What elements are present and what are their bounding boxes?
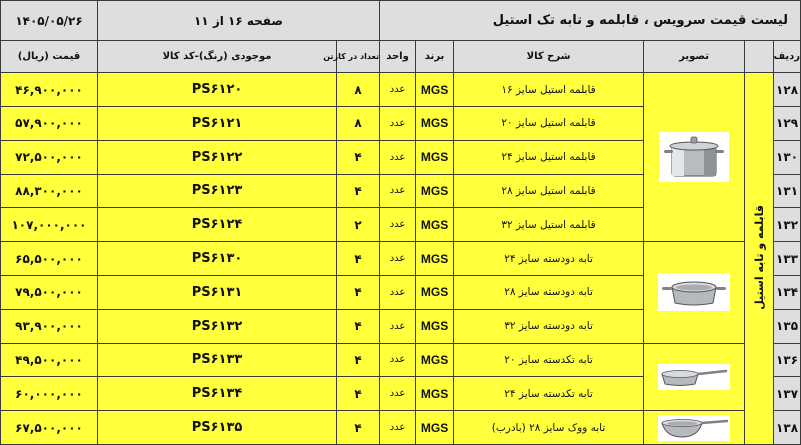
document-title: لیست قیمت سرویس ، قابلمه و تابه تک استیل <box>380 1 801 41</box>
category-cell <box>745 73 774 445</box>
item-price: ۶۷,۵۰۰,۰۰۰ <box>1 411 98 445</box>
item-code: PS۶۱۳۱ <box>98 275 337 309</box>
item-description: تابه دودسته سایز ۲۸ <box>454 275 644 309</box>
col-unit: واحد <box>380 41 416 73</box>
item-description: قابلمه استیل سایز ۲۰ <box>454 106 644 140</box>
row-number: ۱۳۳ <box>774 242 801 276</box>
row-number: ۱۲۹ <box>774 106 801 140</box>
col-description: شرح کالا <box>454 41 644 73</box>
item-code: PS۶۱۳۰ <box>98 242 337 276</box>
item-unit: عدد <box>380 309 416 343</box>
item-description: تابه دودسته سایز ۳۲ <box>454 309 644 343</box>
category-label: قابلمه و تابه استیل <box>752 204 766 310</box>
item-carton-qty: ۴ <box>337 242 380 276</box>
item-brand: MGS <box>416 208 454 242</box>
item-price: ۸۸,۳۰۰,۰۰۰ <box>1 174 98 208</box>
item-brand: MGS <box>416 343 454 377</box>
pot-icon <box>659 132 729 182</box>
frying-pan-icon <box>658 364 730 390</box>
item-code: PS۶۱۲۰ <box>98 73 337 107</box>
item-code: PS۶۱۳۴ <box>98 377 337 411</box>
item-code: PS۶۱۲۴ <box>98 208 337 242</box>
item-code: PS۶۱۳۵ <box>98 411 337 445</box>
pot-image-cell <box>644 73 745 242</box>
item-carton-qty: ۴ <box>337 275 380 309</box>
item-carton-qty: ۴ <box>337 377 380 411</box>
item-code: PS۶۱۲۲ <box>98 140 337 174</box>
item-carton-qty: ۴ <box>337 343 380 377</box>
item-brand: MGS <box>416 73 454 107</box>
row-number: ۱۳۷ <box>774 377 801 411</box>
item-description: قابلمه استیل سایز ۲۸ <box>454 174 644 208</box>
item-unit: عدد <box>380 242 416 276</box>
row-number: ۱۳۲ <box>774 208 801 242</box>
item-unit: عدد <box>380 140 416 174</box>
table-row <box>1 411 801 445</box>
item-price: ۱۰۷,۰۰۰,۰۰۰ <box>1 208 98 242</box>
table-row <box>1 73 801 107</box>
page-indicator: صفحه ۱۶ از ۱۱ <box>98 1 380 41</box>
row-number: ۱۳۸ <box>774 411 801 445</box>
item-carton-qty: ۴ <box>337 174 380 208</box>
item-brand: MGS <box>416 275 454 309</box>
item-code: PS۶۱۳۳ <box>98 343 337 377</box>
item-unit: عدد <box>380 106 416 140</box>
item-unit: عدد <box>380 411 416 445</box>
column-headers <box>1 41 801 73</box>
item-carton-qty: ۸ <box>337 73 380 107</box>
row-number: ۱۲۸ <box>774 73 801 107</box>
item-description: تابه تکدسته سایز ۲۴ <box>454 377 644 411</box>
col-brand: برند <box>416 41 454 73</box>
item-description: قابلمه استیل سایز ۲۴ <box>454 140 644 174</box>
item-carton-qty: ۴ <box>337 411 380 445</box>
item-price: ۶۰,۰۰۰,۰۰۰ <box>1 377 98 411</box>
item-brand: MGS <box>416 242 454 276</box>
item-brand: MGS <box>416 174 454 208</box>
row-number: ۱۳۰ <box>774 140 801 174</box>
item-description: قابلمه استیل سایز ۱۶ <box>454 73 644 107</box>
col-price: قیمت (ریال) <box>1 41 98 73</box>
item-price: ۹۳,۹۰۰,۰۰۰ <box>1 309 98 343</box>
col-carton-qty: تعداد در کارتن <box>337 41 380 73</box>
item-code: PS۶۱۲۱ <box>98 106 337 140</box>
table-row <box>1 242 801 276</box>
item-brand: MGS <box>416 140 454 174</box>
item-price: ۴۹,۵۰۰,۰۰۰ <box>1 343 98 377</box>
item-unit: عدد <box>380 343 416 377</box>
double-handle-pan-icon <box>658 273 730 311</box>
item-brand: MGS <box>416 309 454 343</box>
item-carton-qty: ۴ <box>337 309 380 343</box>
item-unit: عدد <box>380 208 416 242</box>
item-unit: عدد <box>380 275 416 309</box>
item-brand: MGS <box>416 106 454 140</box>
item-brand: MGS <box>416 411 454 445</box>
item-unit: عدد <box>380 377 416 411</box>
item-unit: عدد <box>380 73 416 107</box>
item-unit: عدد <box>380 174 416 208</box>
col-category <box>745 41 774 73</box>
item-price: ۴۶,۹۰۰,۰۰۰ <box>1 73 98 107</box>
item-code: PS۶۱۲۳ <box>98 174 337 208</box>
col-stock-code: موجودی (رنگ)-کد کالا <box>98 41 337 73</box>
item-code: PS۶۱۳۲ <box>98 309 337 343</box>
item-price: ۵۷,۹۰۰,۰۰۰ <box>1 106 98 140</box>
wok-icon <box>658 415 730 441</box>
header-row <box>1 1 801 41</box>
row-number: ۱۳۵ <box>774 309 801 343</box>
row-number: ۱۳۱ <box>774 174 801 208</box>
item-price: ۷۲,۵۰۰,۰۰۰ <box>1 140 98 174</box>
item-brand: MGS <box>416 377 454 411</box>
item-price: ۶۵,۵۰۰,۰۰۰ <box>1 242 98 276</box>
table-row <box>1 343 801 377</box>
item-price: ۷۹,۵۰۰,۰۰۰ <box>1 275 98 309</box>
col-row-number: ردیف <box>774 41 801 73</box>
frying-pan-image-cell <box>644 343 745 411</box>
document-date: ۱۴۰۵/۰۵/۲۶ <box>1 1 98 41</box>
item-description: تابه ووک سایز ۲۸ (بادرب) <box>454 411 644 445</box>
item-description: تابه دودسته سایز ۲۴ <box>454 242 644 276</box>
item-carton-qty: ۲ <box>337 208 380 242</box>
item-description: تابه تکدسته سایز ۲۰ <box>454 343 644 377</box>
item-description: قابلمه استیل سایز ۳۲ <box>454 208 644 242</box>
col-image: تصویر <box>644 41 745 73</box>
item-carton-qty: ۴ <box>337 140 380 174</box>
item-carton-qty: ۸ <box>337 106 380 140</box>
double-pan-image-cell <box>644 242 745 343</box>
row-number: ۱۳۶ <box>774 343 801 377</box>
row-number: ۱۳۴ <box>774 275 801 309</box>
wok-image-cell <box>644 411 745 445</box>
